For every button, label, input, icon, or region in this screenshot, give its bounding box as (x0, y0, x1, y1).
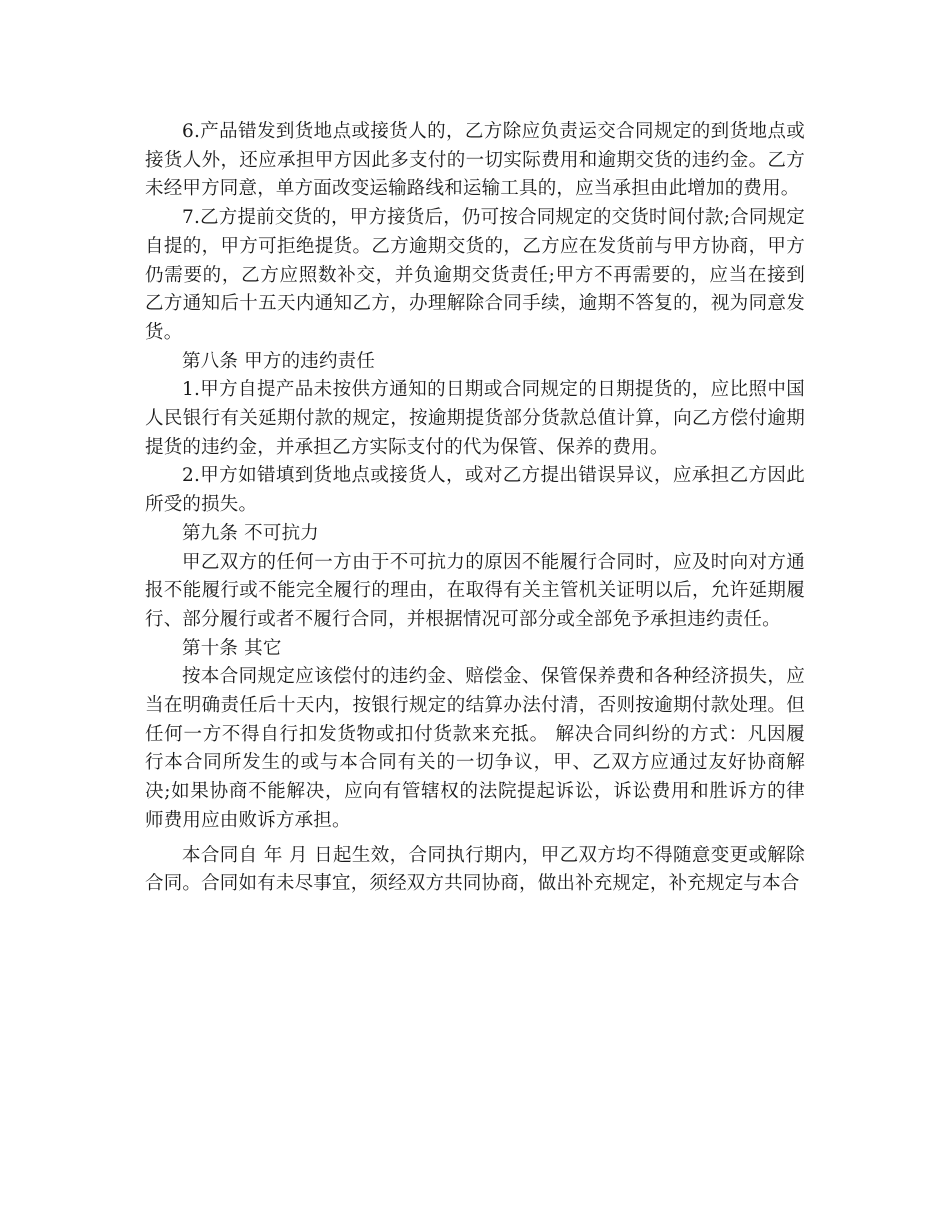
article-8-item-1: 1.甲方自提产品未按供方通知的日期或合同规定的日期提货的，应比照中国人民银行有关延期付款的规定，按逾期提货部分货款总值计算，向乙方偿付逾期提货的违约金，并承担乙方实际支付的代为保管、保养的费用。 (145, 379, 805, 458)
clause-7-paragraph: 7.乙方提前交货的，甲方接货后，仍可按合同规定的交货时间付款;合同规定自提的，甲方可拒绝提货。乙方逾期交货的，乙方应在发货前与甲方协商，甲方仍需要的，乙方应照数补交，并负逾期交货责任;甲方不再需要的，应当在接到乙方通知后十五天内通知乙方，办理解除合同手续，逾期不答复的，视为同意发货。 (145, 207, 805, 343)
article-8-item-2: 2.甲方如错填到货地点或接货人，或对乙方提出错误异议，应承担乙方因此所受的损失。 (145, 465, 805, 516)
article-10-heading: 第十条 其它 (182, 637, 282, 659)
clause-6-paragraph: 6.产品错发到货地点或接货人的，乙方除应负责运交合同规定的到货地点或接货人外，还应承担甲方因此多支付的一切实际费用和逾期交货的违约金。乙方未经甲方同意，单方面改变运输路线和运输工具的，应当承担由此增加的费用。 (145, 121, 805, 200)
article-10-paragraph: 按本合同规定应该偿付的违约金、赔偿金、保管保养费和各种经济损失，应当在明确责任后十天内，按银行规定的结算办法付清，否则按逾期付款处理。但任何一方不得自行扣发货物或扣付货款来充抵。 解决合同纠纷的方式：凡因履行本合同所发生的或与本合同有关的一切争议，甲、乙双方应通过友好协商解决;如果协商不能解决，应向有管辖权的法院提起诉讼，诉讼费用和胜诉方的律师费用应由败诉方承担。 (145, 666, 805, 831)
article-9-paragraph: 甲乙双方的任何一方由于不可抗力的原因不能履行合同时，应及时向对方通报不能履行或不能完全履行的理由，在取得有关主管机关证明以后，允许延期履行、部分履行或者不履行合同，并根据情况可部分或全部免予承担违约责任。 (145, 551, 805, 630)
document-body (145, 118, 805, 899)
article-8-heading: 第八条 甲方的违约责任 (182, 350, 376, 372)
article-9-heading: 第九条 不可抗力 (182, 522, 319, 544)
effective-date-paragraph: 本合同自 年 月 日起生效，合同执行期内，甲乙双方均不得随意变更或解除合同。合同如有未尽事宜，须经双方共同协商，做出补充规定，补充规定与本合 (145, 844, 805, 895)
